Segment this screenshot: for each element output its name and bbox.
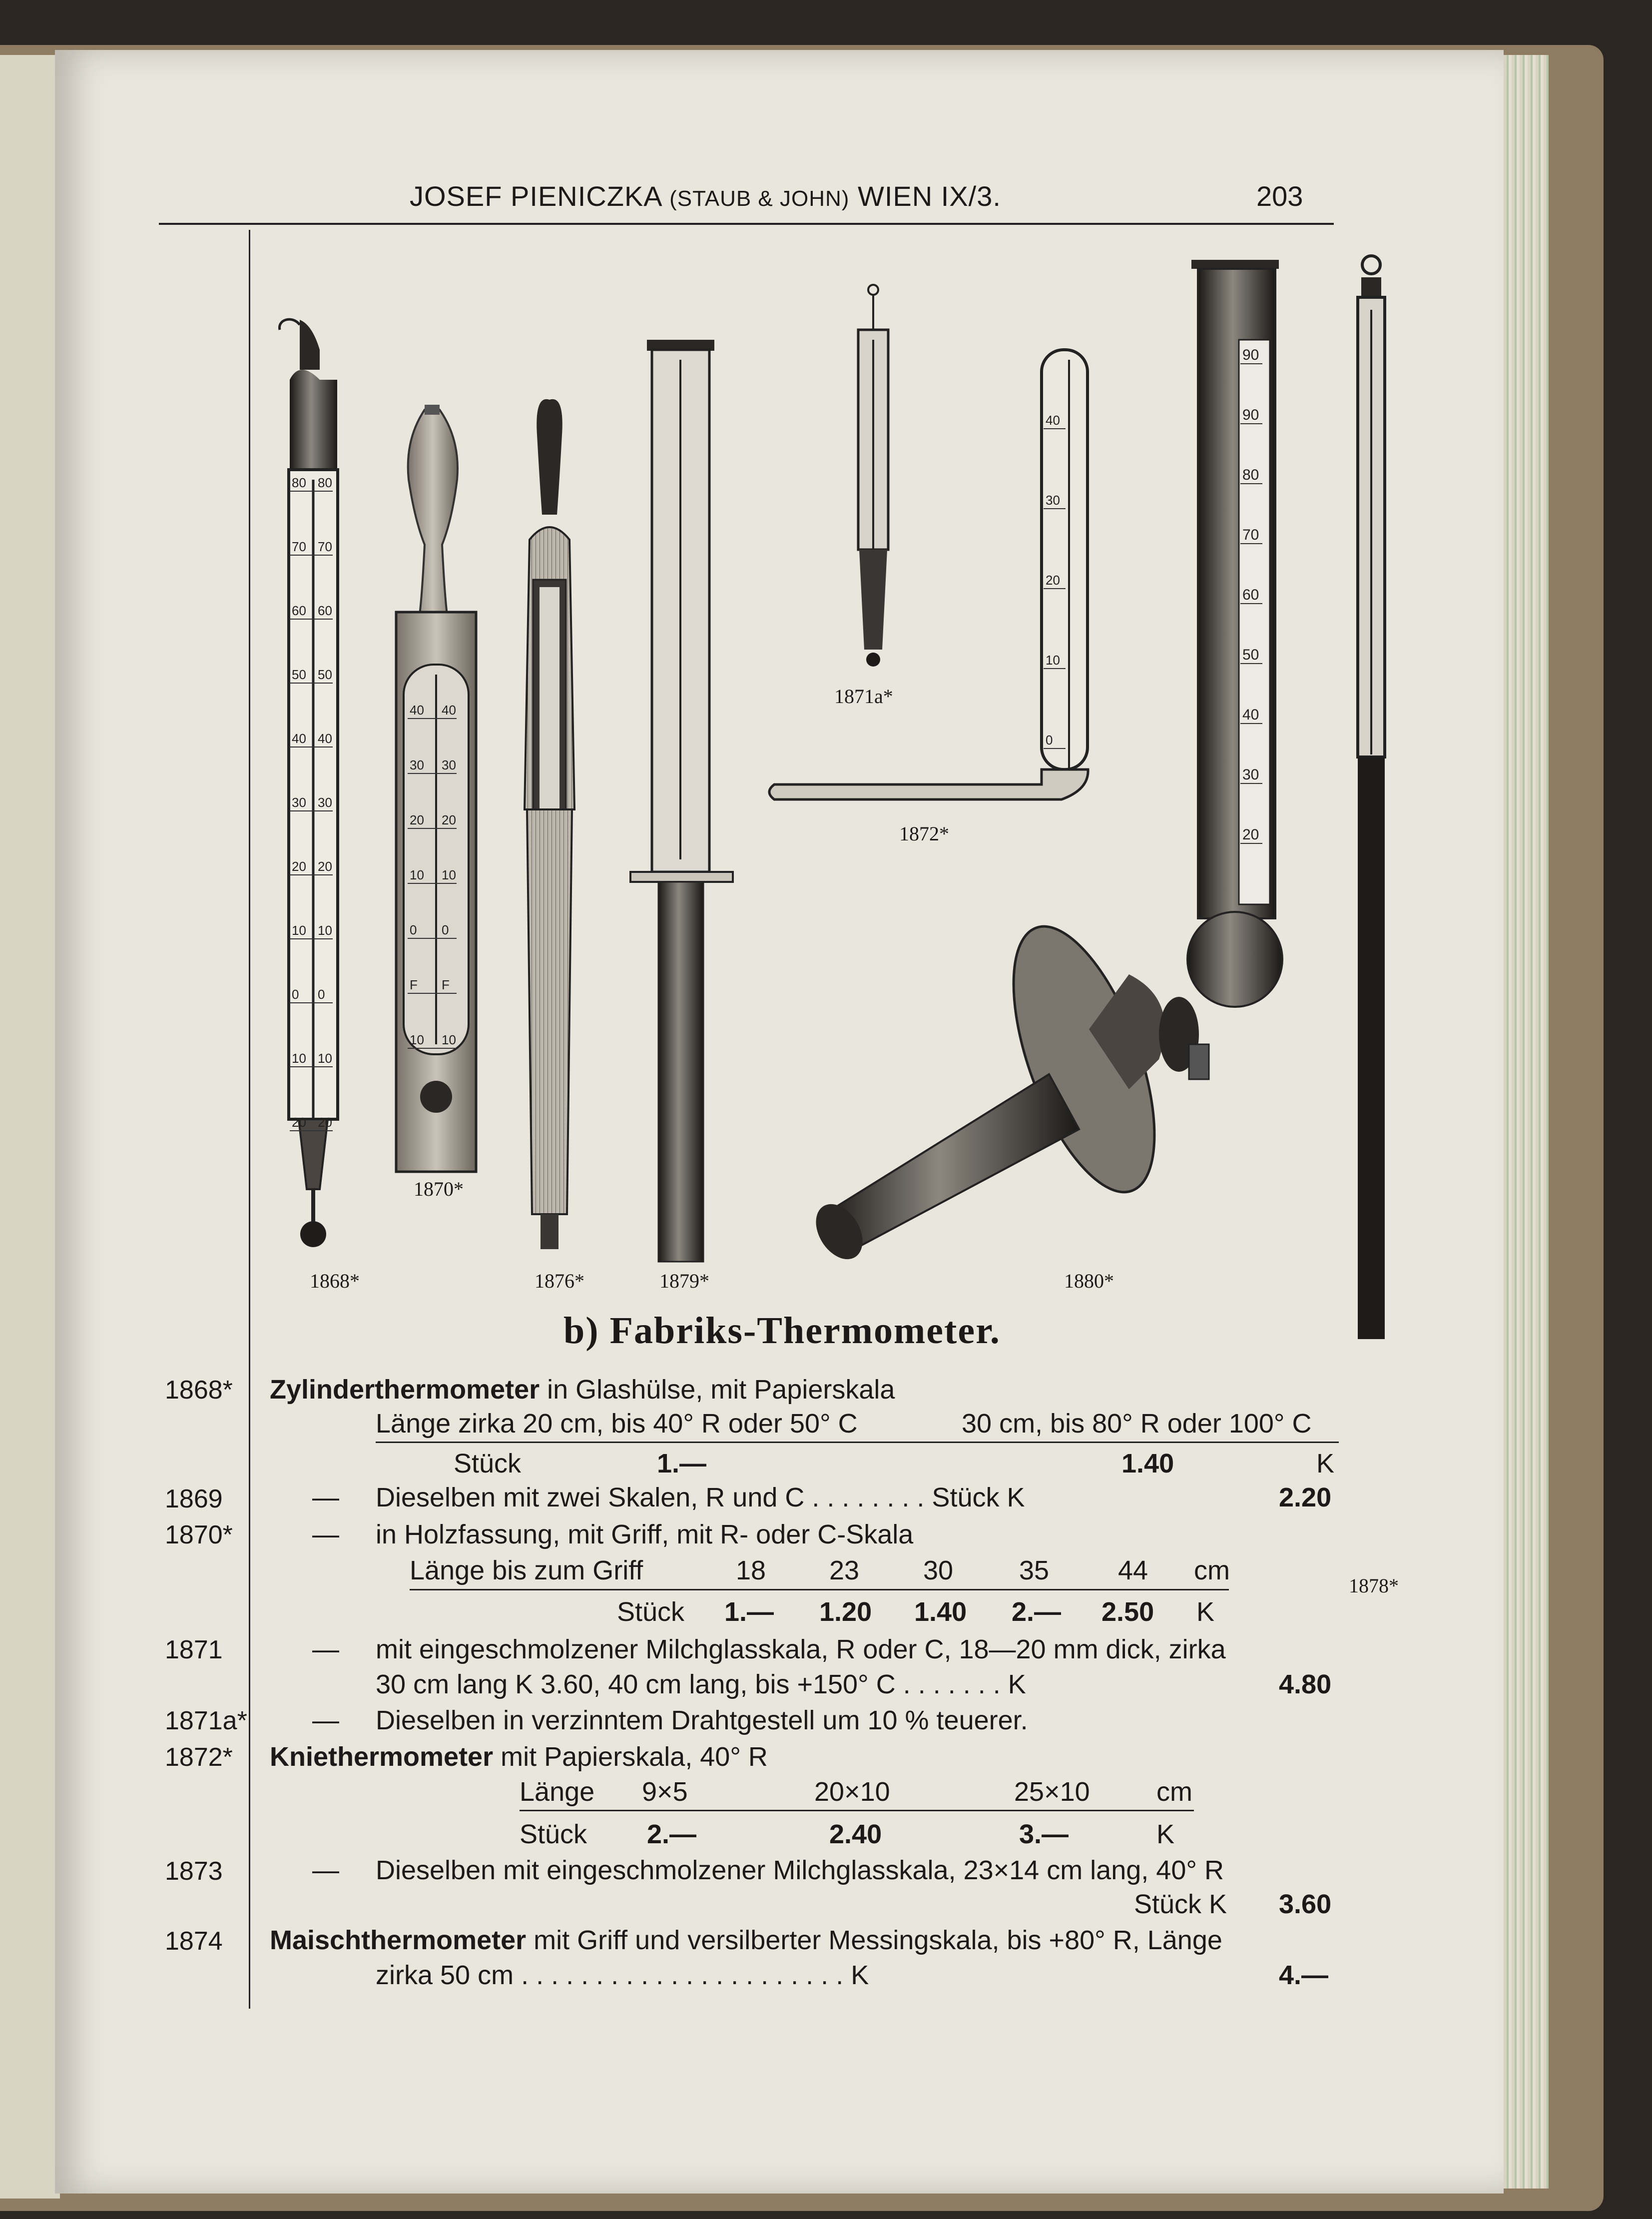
price-label: Stück K bbox=[1134, 1889, 1227, 1919]
price-value: 1.— bbox=[657, 1449, 707, 1479]
figure-label-1872: 1872* bbox=[899, 822, 949, 845]
scale-numeral: 70 bbox=[318, 539, 332, 554]
scale-numeral: 80 bbox=[318, 475, 332, 490]
scale-numeral: F bbox=[442, 977, 450, 992]
ditto-dash: — bbox=[312, 1634, 339, 1664]
scale-numeral: 30 bbox=[1046, 493, 1060, 508]
scale-numeral: F bbox=[410, 977, 418, 992]
item-title: Kniethermometer bbox=[270, 1742, 494, 1772]
price-value: 2.20 bbox=[1279, 1482, 1332, 1512]
scale-numeral: 30 bbox=[318, 795, 332, 810]
thermometer-1871a bbox=[858, 285, 888, 667]
scale-numeral: 10 bbox=[318, 923, 332, 938]
scale-numeral: 20 bbox=[292, 859, 306, 874]
length-value: 20×10 bbox=[814, 1777, 890, 1807]
item-description: Dieselben mit eingeschmolzener Milchglasskala, 23×14 cm lang, 40° R bbox=[376, 1855, 1224, 1885]
scale-numeral: 50 bbox=[292, 667, 306, 682]
scale-numeral: 40 bbox=[292, 731, 306, 746]
price-value: 3.— bbox=[1019, 1819, 1069, 1849]
scale-numeral: 20 bbox=[410, 812, 424, 827]
scale-numeral: 30 bbox=[442, 757, 456, 772]
scale-numeral: 0 bbox=[410, 922, 417, 937]
scale-numeral: 90 bbox=[1242, 407, 1259, 423]
price-value: 2.50 bbox=[1101, 1597, 1154, 1627]
figure-label-1870: 1870* bbox=[414, 1178, 464, 1200]
scale-numeral: 70 bbox=[1242, 527, 1259, 543]
running-header-right: WIEN IX/3. bbox=[858, 180, 1001, 212]
item-description: Dieselben mit zwei Skalen, R und C . . . . . . . . Stück K bbox=[376, 1482, 1025, 1512]
item-number: 1873 bbox=[165, 1857, 223, 1886]
header-rule bbox=[159, 223, 1334, 225]
scale-numeral: 40 bbox=[1242, 707, 1259, 723]
figure-label-1868: 1868* bbox=[310, 1270, 360, 1292]
scale-numeral: 20 bbox=[442, 812, 456, 827]
scale-numeral: 0 bbox=[1046, 733, 1053, 747]
price-label: Stück bbox=[617, 1597, 685, 1627]
size-option-2: 30 cm, bis 80° R oder 100° C bbox=[962, 1409, 1312, 1439]
scale-numeral: 20 bbox=[1242, 826, 1259, 843]
scale-numeral: 10 bbox=[318, 1051, 332, 1066]
currency-label: K bbox=[1156, 1819, 1175, 1849]
thermometer-1868 bbox=[279, 319, 338, 1247]
scale-numeral: 0 bbox=[442, 922, 449, 937]
scale-numeral: 10 bbox=[410, 867, 424, 882]
table-rule bbox=[520, 1810, 1194, 1811]
thermometer-illustrations bbox=[250, 240, 1449, 1339]
scale-numeral: 20 bbox=[292, 1115, 306, 1130]
scale-numeral: 20 bbox=[318, 859, 332, 874]
price-label: Stück bbox=[520, 1819, 587, 1849]
scale-numeral: 10 bbox=[292, 1051, 306, 1066]
thermometer-1870 bbox=[396, 405, 476, 1172]
item-description: in Glashülse, mit Papierskala bbox=[540, 1375, 895, 1405]
scale-numeral: 0 bbox=[292, 987, 299, 1002]
item-description: zirka 50 cm . . . . . . . . . . . . . . . . . . . . . . K bbox=[376, 1960, 869, 1990]
item-number: 1871a* bbox=[165, 1706, 247, 1735]
length-value: 35 bbox=[1019, 1555, 1050, 1585]
ditto-dash: — bbox=[312, 1482, 339, 1512]
price-value: 1.— bbox=[724, 1597, 774, 1627]
scale-numeral: 90 bbox=[1242, 347, 1259, 363]
price-value: 2.— bbox=[647, 1819, 697, 1849]
scale-numeral: 50 bbox=[1242, 647, 1259, 663]
running-header bbox=[410, 180, 1001, 212]
price-value: 4.— bbox=[1279, 1960, 1329, 1990]
scale-numeral: 20 bbox=[1046, 573, 1060, 588]
scale-numeral: 70 bbox=[292, 539, 306, 554]
length-label: Länge bbox=[520, 1777, 595, 1807]
item-number: 1869 bbox=[165, 1484, 223, 1513]
thermometer-1872 bbox=[769, 350, 1088, 799]
scale-numeral: 10 bbox=[292, 923, 306, 938]
scale-numeral: 0 bbox=[318, 987, 325, 1002]
price-value: 2.40 bbox=[829, 1819, 882, 1849]
price-value: 4.80 bbox=[1279, 1669, 1332, 1699]
price-value: 1.20 bbox=[819, 1597, 872, 1627]
thermometer-1879 bbox=[630, 340, 733, 1262]
price-label: Stück bbox=[454, 1449, 522, 1479]
scale-numeral: 30 bbox=[1242, 766, 1259, 783]
price-value: 3.60 bbox=[1279, 1889, 1332, 1919]
price-value: 1.40 bbox=[1121, 1449, 1174, 1479]
length-label: Länge bis zum Griff bbox=[410, 1555, 643, 1585]
scale-numeral: 10 bbox=[442, 867, 456, 882]
ditto-dash: — bbox=[312, 1855, 339, 1885]
table-rule bbox=[376, 1442, 1339, 1443]
item-title: Zylinderthermometer bbox=[270, 1375, 540, 1405]
figure-label-1871a: 1871a* bbox=[834, 685, 893, 708]
scale-numeral: 60 bbox=[318, 603, 332, 618]
scale-numeral: 40 bbox=[442, 703, 456, 718]
item-number: 1874 bbox=[165, 1927, 223, 1956]
page-number: 203 bbox=[1256, 180, 1303, 212]
price-value: 2.— bbox=[1012, 1597, 1062, 1627]
scale-numeral: 20 bbox=[318, 1115, 332, 1130]
ditto-dash: — bbox=[312, 1705, 339, 1735]
ditto-dash: — bbox=[312, 1519, 339, 1549]
item-number: 1872* bbox=[165, 1743, 233, 1772]
item-description: mit eingeschmolzener Milchglasskala, R oder C, 18—20 mm dick, zirka bbox=[376, 1634, 1226, 1664]
entry-line bbox=[270, 1741, 768, 1772]
item-description: mit Griff und versilberter Messingskala, bis +80° R, Länge bbox=[526, 1925, 1222, 1955]
length-value: 23 bbox=[829, 1555, 860, 1585]
left-page-edge bbox=[0, 55, 60, 2199]
currency-label: K bbox=[1316, 1449, 1335, 1479]
currency-label: K bbox=[1196, 1597, 1215, 1627]
scale-numeral: 10 bbox=[1046, 653, 1060, 668]
item-description: in Holzfassung, mit Griff, mit R- oder C-Skala bbox=[376, 1519, 914, 1549]
item-number: 1870* bbox=[165, 1520, 233, 1549]
item-description: mit Papierskala, 40° R bbox=[493, 1742, 768, 1772]
length-value: 44 bbox=[1118, 1555, 1148, 1585]
item-description: 30 cm lang K 3.60, 40 cm lang, bis +150° C . . . . . . . K bbox=[376, 1669, 1026, 1699]
entry-line bbox=[270, 1374, 895, 1405]
thermometer-1876 bbox=[525, 399, 574, 1249]
scale-numeral: 50 bbox=[318, 667, 332, 682]
running-header-left: JOSEF PIENICZKA bbox=[410, 180, 661, 212]
unit-label: cm bbox=[1156, 1777, 1192, 1807]
scale-numeral: 80 bbox=[292, 475, 306, 490]
figure-label-1878: 1878* bbox=[1349, 1574, 1399, 1597]
scale-numeral: 60 bbox=[292, 603, 306, 618]
length-value: 30 bbox=[923, 1555, 954, 1585]
scale-numeral: 40 bbox=[318, 731, 332, 746]
scale-numeral: 30 bbox=[292, 795, 306, 810]
length-value: 25×10 bbox=[1014, 1777, 1090, 1807]
thermometer-1878 bbox=[1358, 256, 1385, 1339]
scale-numeral: 10 bbox=[442, 1032, 456, 1047]
scale-numeral: 80 bbox=[1242, 467, 1259, 483]
item-number: 1871 bbox=[165, 1635, 223, 1664]
size-option-1: Länge zirka 20 cm, bis 40° R oder 50° C bbox=[376, 1409, 858, 1439]
figure-label-1879: 1879* bbox=[659, 1270, 709, 1292]
page-edges bbox=[1504, 55, 1549, 2189]
table-rule bbox=[410, 1589, 1229, 1590]
entry-line bbox=[270, 1925, 1222, 1956]
running-header-paren: (STAUB & JOHN) bbox=[669, 186, 850, 211]
scale-numeral: 40 bbox=[410, 703, 424, 718]
figure-label-1880: 1880* bbox=[1064, 1270, 1114, 1292]
price-value: 1.40 bbox=[914, 1597, 967, 1627]
length-value: 9×5 bbox=[642, 1777, 688, 1807]
unit-label: cm bbox=[1194, 1555, 1230, 1585]
item-number: 1868* bbox=[165, 1376, 233, 1405]
scale-numeral: 10 bbox=[410, 1032, 424, 1047]
scale-numeral: 60 bbox=[1242, 587, 1259, 603]
section-heading: b) Fabriks-Thermometer. bbox=[563, 1310, 1001, 1352]
item-title: Maischthermometer bbox=[270, 1925, 527, 1955]
scale-numeral: 40 bbox=[1046, 413, 1060, 428]
scale-numeral: 30 bbox=[410, 757, 424, 772]
figure-label-1876: 1876* bbox=[535, 1270, 584, 1292]
length-value: 18 bbox=[736, 1555, 766, 1585]
item-description: Dieselben in verzinntem Drahtgestell um 10 % teuerer. bbox=[376, 1705, 1028, 1735]
